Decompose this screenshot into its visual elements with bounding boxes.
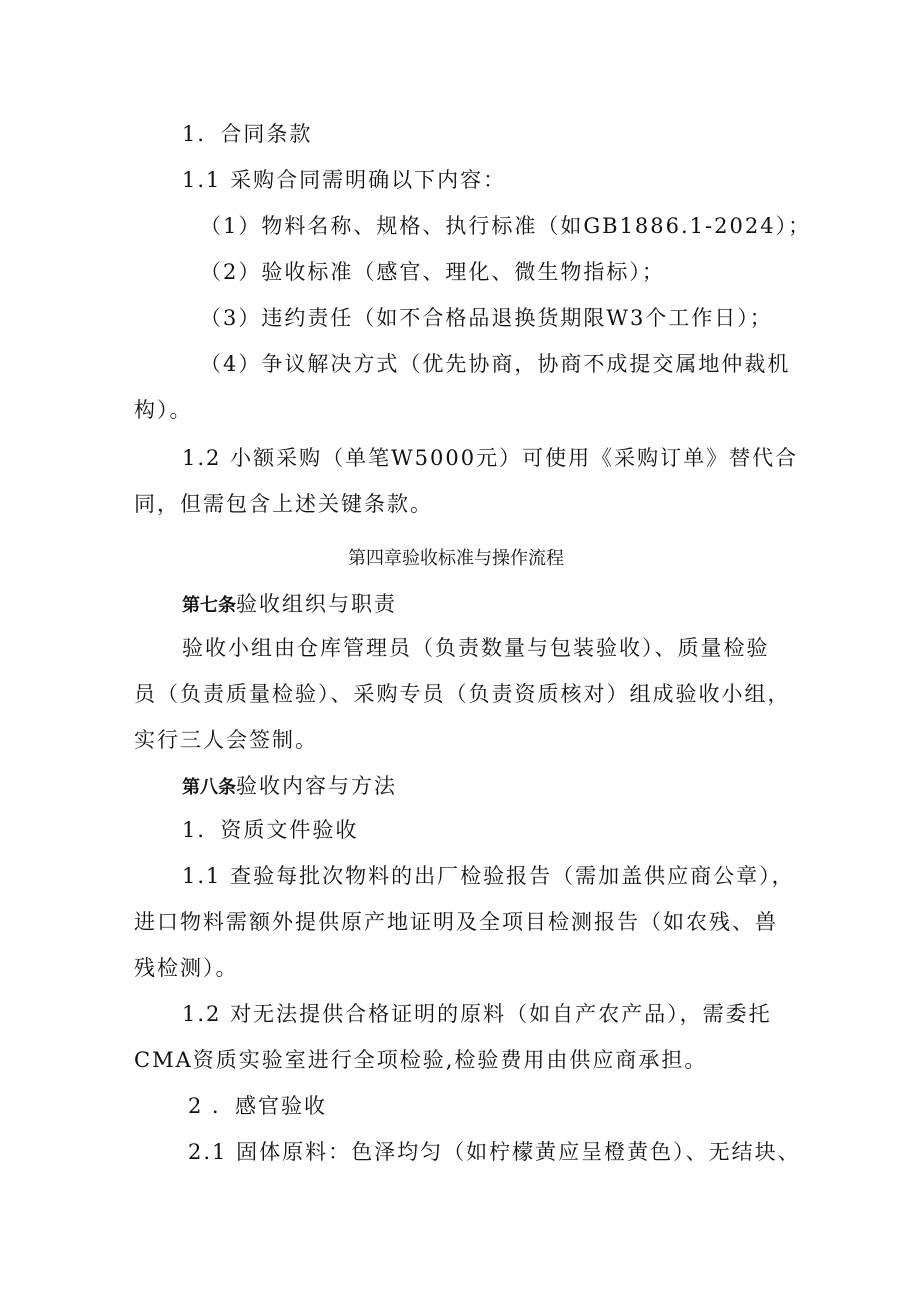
section-heading-sensory: 2 ．感官验收 <box>188 1094 328 1118</box>
list-item: （2）验收标准（感官、理化、微生物指标）； <box>200 260 665 284</box>
section-heading-contract-terms: 1．合同条款 <box>182 122 313 146</box>
paragraph: 1.2 小额采购（单笔W5000元）可使用《采购订单》替代合 <box>182 446 799 470</box>
paragraph-continuation: 残检测）。 <box>134 956 239 980</box>
article-number: 第八条 <box>182 777 236 798</box>
paragraph: 验收小组由仓库管理员（负责数量与包装验收）、质量检验 <box>182 636 770 660</box>
paragraph: 1.2 对无法提供合格证明的原料（如自产农产品），需委托 <box>182 1002 772 1026</box>
paragraph: 1.1 查验每批次物料的出厂检验报告（需加盖供应商公章）， <box>182 864 795 888</box>
paragraph-continuation: 实行三人会签制。 <box>134 728 318 752</box>
list-item: （1）物料名称、规格、执行标准（如GB1886.1-2024）； <box>200 214 812 238</box>
article-heading-7 <box>182 594 397 615</box>
list-item: （3）违约责任（如不合格品退换货期限W3个工作日）； <box>200 306 773 330</box>
article-title: 验收组织与职责 <box>236 592 397 616</box>
article-title: 验收内容与方法 <box>236 774 397 798</box>
article-number: 第七条 <box>182 595 236 616</box>
paragraph-continuation: 员（负责质量检验）、采购专员（负责资质核对）组成验收小组， <box>134 682 791 706</box>
list-item-continuation: 构）。 <box>134 398 193 422</box>
list-item: （4）争议解决方式（优先协商，协商不成提交属地仲裁机 <box>200 352 791 376</box>
paragraph-continuation: CMA资质实验室进行全项检验,检验费用由供应商承担。 <box>134 1048 708 1072</box>
section-heading-qualification: 1．资质文件验收 <box>182 818 359 842</box>
paragraph-continuation: 同，但需包含上述关键条款。 <box>134 492 433 516</box>
chapter-title: 第四章验收标准与操作流程 <box>348 548 564 569</box>
article-heading-8 <box>182 776 397 797</box>
paragraph: 2.1 固体原料：色泽均匀（如柠檬黄应呈橙黄色）、无结块、 <box>188 1140 801 1164</box>
paragraph-continuation: 进口物料需额外提供原产地证明及全项目检测报告（如农残、兽 <box>134 910 778 934</box>
paragraph: 1.1 采购合同需明确以下内容： <box>182 168 507 192</box>
